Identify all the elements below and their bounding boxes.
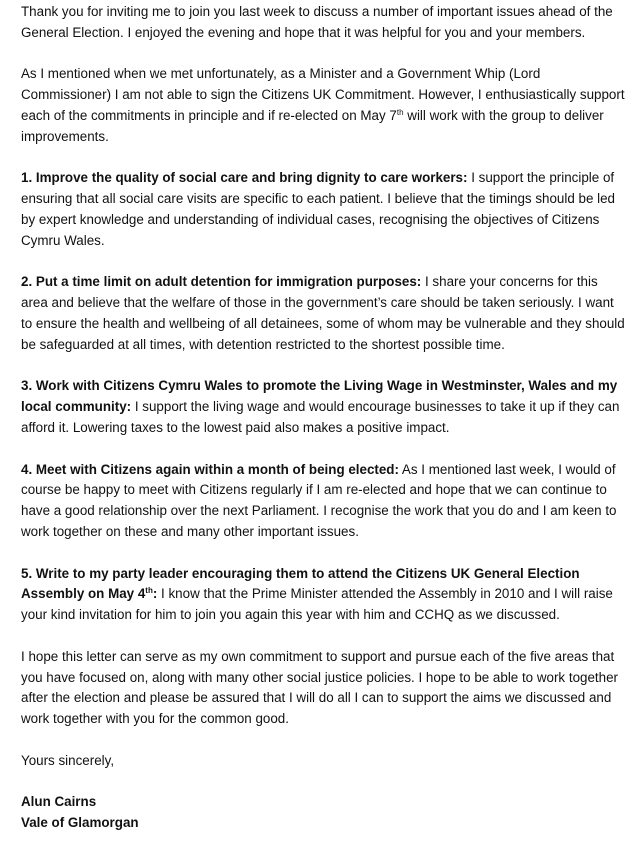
letter-body [21, 2, 628, 834]
commitment-5-heading-text: 5. Write to my party leader encouraging them to attend the Citizens UK General Election Assembly on May 4 [21, 565, 580, 602]
position-text: As I mentioned when we met unfortunately, as a Minister and a Government Whip (Lord Commissioner) I am not able to sign the Citizens UK Commitment. However, I enthusiastically support each of the commitments in principle and if re-elected on May 7 [21, 66, 625, 123]
commitment-5 [21, 564, 628, 626]
commitment-3-heading: 3. Work with Citizens Cymru Wales to promote the Living Wage in Westminster, Wales and my local community: [21, 378, 618, 415]
signature-name: Alun Cairns [21, 794, 97, 810]
commitment-1-heading: 1. Improve the quality of social care and bring dignity to care workers: [21, 170, 468, 186]
commitment-1 [21, 168, 628, 251]
intro-paragraph: Thank you for inviting me to join you last week to discuss a number of important issues ahead of the General Election. I enjoyed the evening and hope that it was helpful for you and your members. [21, 4, 613, 40]
commitment-4-heading: 4. Meet with Citizens again within a month of being elected: [21, 461, 399, 477]
commitment-2 [21, 272, 628, 355]
date-superscript: th [396, 107, 404, 117]
commitment-5-body: I know that the Prime Minister attended the Assembly in 2010 and I will raise your kind invitation for him to join you again this year with him and CCHQ as we discussed. [21, 586, 613, 623]
commitment-3 [21, 376, 628, 438]
commitment-5-superscript: th [145, 586, 153, 596]
position-text-end: will work with the group to deliver improvements. [21, 107, 604, 144]
closing-salutation: Yours sincerely, [21, 752, 115, 768]
commitment-2-body: I share your concerns for this area and believe that the welfare of those in the government’s care should be taken seriously. I want to ensure the health and wellbeing of all detainees, some of whom may be vulnerable and they should be safeguarded at all times, with detention restricted to the shortest possible time. [21, 274, 625, 352]
commitment-5-heading-colon: : [152, 586, 158, 602]
conclusion-paragraph: I hope this letter can serve as my own commitment to support and pursue each of the five areas that you have focused on, along with many other social justice policies. I hope to be able to work together after the election and please be assured that I will do all I can to support the aims we discussed and work together with you for the common good. [21, 648, 618, 727]
commitment-4-body: As I mentioned last week, I would of course be happy to meet with Citizens regularly if I am re-elected and hope that we can continue to have a good relationship over the next Parliament. I recognise the work that you do and I am keen to work together on these and many other important issues. [21, 461, 617, 539]
commitment-3-body: I support the living wage and would encourage businesses to take it up if they can afford it. Lowering taxes to the lowest paid also makes a positive impact. [21, 399, 620, 435]
position-paragraph [21, 64, 628, 147]
signature-constituency: Vale of Glamorgan [21, 815, 139, 831]
commitment-1-body: I support the principle of ensuring that all social care visits are specific to each patient. I believe that the timings should be led by expert knowledge and understanding of individual cases, recognising the objectives of Citizens Cymru Wales. [21, 170, 615, 248]
commitment-2-heading: 2. Put a time limit on adult detention for immigration purposes: [21, 274, 422, 290]
commitment-4 [21, 460, 628, 543]
